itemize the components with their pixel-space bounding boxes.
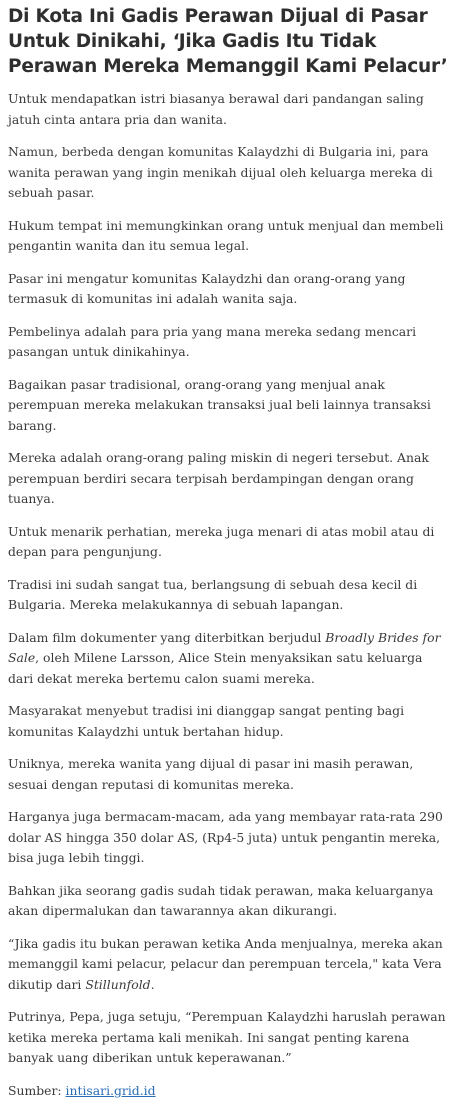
paragraph: Pasar ini mengatur komunitas Kalaydzhi dan orang-orang yang termasuk di komunitas ini adalah wanita saja. xyxy=(8,270,406,306)
source-label: Sumber: xyxy=(8,1082,66,1098)
film-paragraph-text: , oleh Milene Larsson, Alice Stein menyaksikan satu keluarga dari dekat mereka bertemu calon suami mereka. xyxy=(8,650,423,686)
paragraph: Untuk mendapatkan istri biasanya berawal dari pandangan saling jatuh cinta antara pria dan wanita. xyxy=(8,91,424,127)
article-title: Di Kota Ini Gadis Perawan Dijual di Pasar Untuk Dinikahi, ‘Jika Gadis Itu Tidak Perawan Mereka Memanggil Kami Pelacur’ xyxy=(8,6,448,77)
paragraph: Bagaikan pasar tradisional, orang-orang yang menjual anak perempuan mereka melakukan transaksi jual beli lainnya transaksi barang. xyxy=(8,376,431,433)
quote-paragraph xyxy=(8,934,449,996)
film-paragraph xyxy=(8,628,449,690)
quote-source-name: Stillunfold xyxy=(85,976,151,992)
film-title: Broadly Brides for Sale xyxy=(8,629,441,665)
paragraph: Pembelinya adalah para pria yang mana mereka sedang mencari pasangan untuk dinikahinya. xyxy=(8,323,417,359)
paragraph: Hukum tempat ini memungkinkan orang untuk menjual dan membeli pengantin wanita dan itu semua legal. xyxy=(8,217,444,253)
paragraph: Uniknya, mereka wanita yang dijual di pasar ini masih perawan, sesuai dengan reputasi di komunitas mereka. xyxy=(8,756,414,792)
paragraph: Mereka adalah orang-orang paling miskin di negeri tersebut. Anak perempuan berdiri secara terpisah berdampingan dengan orang tuanya. xyxy=(8,450,429,506)
paragraph: Untuk menarik perhatian, mereka juga menari di atas mobil atau di depan para pengunjung. xyxy=(8,523,435,559)
paragraph: Harganya juga bermacam-macam, ada yang membayar rata-rata 290 dolar AS hingga 350 dolar AS, (Rp4-5 juta) untuk pengantin mereka, bisa juga lebih tinggi. xyxy=(8,809,443,865)
article xyxy=(8,4,449,1113)
paragraph: Tradisi ini sudah sangat tua, berlangsung di sebuah desa kecil di Bulgaria. Mereka melakukannya di sebuah lapangan. xyxy=(8,576,418,612)
paragraph: Masyarakat menyebut tradisi ini dianggap sangat penting bagi komunitas Kalaydzhi untuk bertahan hidup. xyxy=(8,703,405,739)
paragraph: Bahkan jika seorang gadis sudah tidak perawan, maka keluarganya akan dipermalukan dan tawarannya akan dikurangi. xyxy=(8,882,434,918)
source-link[interactable]: intisari.grid.id xyxy=(65,1082,156,1098)
paragraph: Namun, berbeda dengan komunitas Kalaydzhi di Bulgaria ini, para wanita perawan yang ingin menikah dijual oleh keluarga mereka di sebuah pasar. xyxy=(8,144,433,200)
source-line xyxy=(8,1081,449,1102)
paragraph: Putrinya, Pepa, juga setuju, “Perempuan Kalaydzhi haruslah perawan ketika mereka pertama kali menikah. Ini sangat penting karena banyak uang diberikan untuk keperawanan.” xyxy=(8,1009,446,1065)
quote-text: . xyxy=(150,976,155,992)
film-paragraph-text: Dalam film dokumenter yang diterbitkan berjudul xyxy=(8,629,326,645)
quote-text: “Jika gadis itu bukan perawan ketika Anda menjualnya, mereka akan memanggil kami pelacur, pelacur dan perempuan tercela," kata Vera dikutip dari xyxy=(8,935,443,992)
